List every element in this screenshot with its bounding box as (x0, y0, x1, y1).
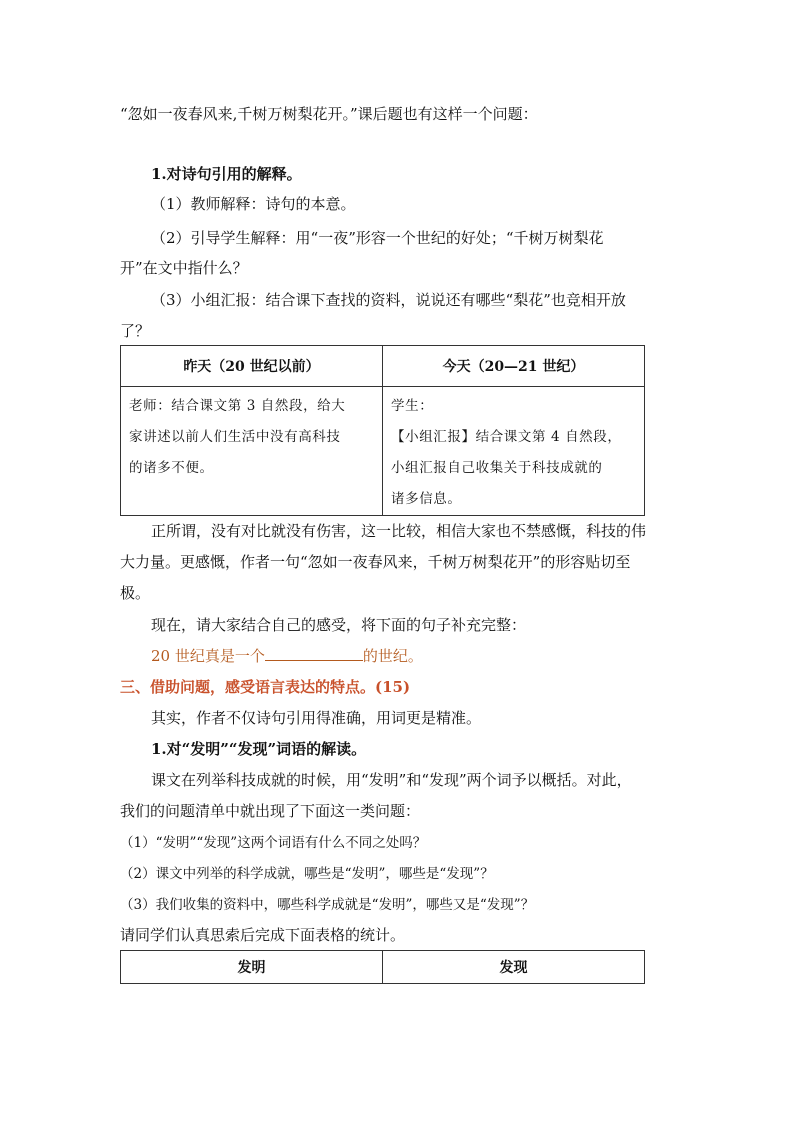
table-header-discovery: 发现 (383, 951, 645, 984)
fill-prefix: 20 世纪真是一个 (151, 647, 265, 665)
cell-line: 家讲述以前人们生活中没有高科技 (129, 429, 341, 445)
table-cell-student (383, 387, 645, 516)
table-cell-teacher (121, 387, 383, 516)
fill-in-sentence (151, 645, 423, 667)
invention-discovery-table (120, 950, 645, 984)
question-2: （2）课文中列举的科学成就，哪些是“发明”，哪些是“发现”？ (120, 866, 494, 882)
cell-line: 的诸多不便。 (129, 460, 214, 476)
question-3: （3）我们收集的资料中，哪些科学成就是“发明”，哪些又是“发现”？ (120, 897, 535, 913)
section-3-heading: 三、借助问题，感受语言表达的特点。(15) (120, 678, 411, 696)
table-header-yesterday: 昨天（20 世纪以前） (121, 346, 383, 387)
cell-line: 【小组汇报】结合课文第 4 自然段， (391, 429, 622, 445)
fill-blank[interactable] (265, 646, 363, 661)
cell-line: 老师：结合课文第 3 自然段，给大 (129, 398, 346, 414)
cell-line: 学生： (391, 398, 434, 414)
paragraph-4: 课文在列举科技成就的时候，用“发明”和“发现”两个词予以概括。对此， (151, 771, 632, 789)
paragraph-4-cont: 我们的问题清单中就出现了下面这一类问题： (120, 802, 421, 820)
cell-line: 小组汇报自己收集关于科技成就的 (391, 460, 603, 476)
fill-suffix: 的世纪。 (362, 647, 423, 665)
cell-line: 诸多信息。 (391, 491, 462, 507)
paragraph-2: 现在，请大家结合自己的感受，将下面的句子补充完整： (151, 616, 527, 634)
section-3-subtitle-1: 1.对“发明”“发现”词语的解读。 (151, 740, 367, 758)
poem-quote-line: “忽如一夜春风来,千树万树梨花开。”课后题也有这样一个问题： (120, 105, 538, 123)
item-1-2-cont: 开”在文中指什么？ (120, 259, 248, 277)
table-header-invention: 发明 (121, 951, 383, 984)
item-1-1: （1）教师解释：诗句的本意。 (151, 195, 356, 213)
item-1-2: （2）引导学生解释：用“一夜”形容一个世纪的好处；“千树万树梨花 (151, 229, 604, 247)
table-header-today: 今天（20—21 世纪） (383, 346, 645, 387)
item-1-3: （3）小组汇报：结合课下查找的资料，说说还有哪些“梨花”也竞相开放 (151, 291, 626, 309)
paragraph-5: 请同学们认真思索后完成下面表格的统计。 (120, 926, 406, 944)
item-1-3-cont: 了？ (120, 322, 151, 340)
question-1: （1）“发明”“发现”这两个词语有什么不同之处吗？ (120, 835, 427, 851)
section-1-title: 1.对诗句引用的解释。 (151, 165, 302, 183)
paragraph-1: 正所谓，没有对比就没有伤害，这一比较，相信大家也不禁感慨，科技的伟 (151, 522, 647, 540)
paragraph-1-end: 极。 (120, 584, 151, 602)
paragraph-3: 其实，作者不仅诗句引用得准确，用词更是精准。 (151, 709, 482, 727)
comparison-table (120, 345, 645, 516)
paragraph-1-cont: 大力量。更感慨，作者一句“忽如一夜春风来，千树万树梨花开”的形容贴切至 (120, 553, 631, 571)
